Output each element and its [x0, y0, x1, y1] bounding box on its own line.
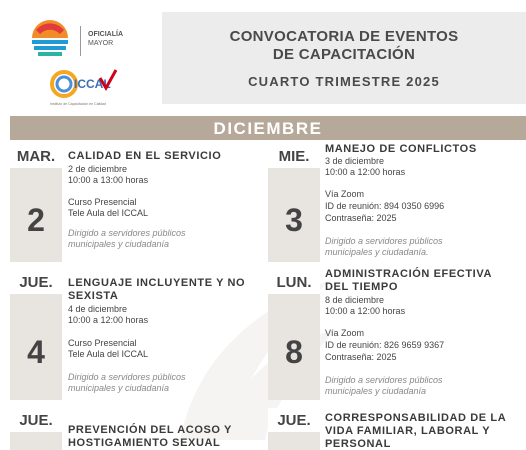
- day-name: JUE.: [19, 274, 53, 291]
- event-password: Contraseña: 2025: [325, 352, 397, 362]
- day-column: [10, 144, 62, 262]
- event-audience: municipales y ciudadanía: [68, 239, 170, 249]
- day-number: 8: [285, 334, 303, 370]
- title-box: [162, 12, 526, 104]
- org-name-label: OFICIALÍA: [88, 31, 123, 38]
- event-date: 4 de diciembre: [68, 304, 128, 314]
- event-time: 10:00 a 12:00 horas: [68, 315, 149, 325]
- event-title: PERSONAL: [325, 438, 391, 450]
- org-sub-label: MAYOR: [88, 40, 114, 47]
- day-header: [268, 144, 320, 168]
- event-title: CORRESPONSABILIDAD DE LA: [325, 412, 507, 424]
- event-audience: municipales y ciudadanía.: [325, 247, 429, 257]
- iccal-logo-icon: [50, 66, 120, 106]
- day-header: [10, 270, 62, 294]
- day-name: MIE.: [278, 148, 310, 165]
- day-header: [268, 270, 320, 294]
- day-header: [10, 144, 62, 168]
- day-name: LUN.: [276, 274, 312, 291]
- month-label: DICIEMBRE: [213, 119, 323, 138]
- event-audience: Dirigido a servidores públicos: [325, 236, 443, 246]
- day-column: [268, 408, 320, 450]
- day-name: JUE.: [277, 412, 311, 429]
- day-number: 3: [285, 202, 303, 238]
- logo-divider: [80, 26, 81, 56]
- event-date: 3 de diciembre: [325, 156, 385, 166]
- event-audience: Dirigido a servidores públicos: [325, 375, 443, 385]
- event-title: VIDA FAMILIAR, LABORAL Y: [325, 425, 491, 437]
- day-name: MAR.: [16, 148, 56, 165]
- cancun-logo-icon: [28, 18, 72, 62]
- event-date: 8 de diciembre: [325, 295, 385, 305]
- event-time: 10:00 a 12:00 horas: [325, 306, 406, 316]
- event-audience: Dirigido a servidores públicos: [68, 372, 186, 382]
- day-header: [268, 408, 320, 432]
- title-line-1: CONVOCATORIA DE EVENTOS: [229, 28, 459, 45]
- event-title: MANEJO DE CONFLICTOS: [325, 143, 477, 155]
- event-meeting-id: ID de reunión: 826 9659 9367: [325, 340, 445, 350]
- event-password: Contraseña: 2025: [325, 213, 397, 223]
- day-name: JUE.: [19, 412, 53, 429]
- day-column: [10, 270, 62, 400]
- event-audience: municipales y ciudadanía: [68, 383, 170, 393]
- org-name: [88, 30, 123, 48]
- iccal-caption: Instituto de Capacitación en Calidad: [50, 102, 107, 106]
- day-column: [268, 270, 320, 400]
- day-header: [10, 408, 62, 432]
- title-line-3: CUARTO TRIMESTRE 2025: [248, 74, 440, 89]
- event-title: HOSTIGAMIENTO SEXUAL: [68, 437, 221, 449]
- title-line-2: DE CAPACITACIÓN: [272, 46, 416, 63]
- day-column: [268, 144, 320, 262]
- event-date: 2 de diciembre: [68, 164, 128, 174]
- header: [0, 0, 526, 108]
- event-modality: Curso Presencial: [68, 197, 137, 207]
- logo-area: [28, 18, 158, 108]
- iccal-label: ICCAL: [74, 77, 111, 91]
- event-title: CALIDAD EN EL SERVICIO: [68, 150, 222, 162]
- event-time: 10:00 a 12:00 horas: [325, 167, 406, 177]
- event-modality: Curso Presencial: [68, 338, 137, 348]
- month-bar: [10, 116, 526, 140]
- day-number: 4: [27, 334, 45, 370]
- event-place: Tele Aula del ICCAL: [68, 349, 149, 359]
- event-title: SEXISTA: [68, 290, 119, 302]
- event-title: LENGUAJE INCLUYENTE Y NO: [68, 277, 246, 289]
- day-column: [10, 408, 62, 450]
- event-audience: Dirigido a servidores públicos: [68, 228, 186, 238]
- event-meeting-id: ID de reunión: 894 0350 6996: [325, 201, 445, 211]
- event-modality: Vía Zoom: [325, 328, 365, 338]
- event-title: PREVENCIÓN DEL ACOSO Y: [68, 424, 232, 436]
- event-time: 10:00 a 13:00 horas: [68, 175, 149, 185]
- event-modality: Vía Zoom: [325, 189, 365, 199]
- event-place: Tele Aula del ICCAL: [68, 208, 149, 218]
- day-number: 2: [27, 202, 45, 238]
- event-audience: municipales y ciudadanía: [325, 386, 427, 396]
- event-title: ADMINISTRACIÓN EFECTIVA: [325, 268, 492, 280]
- event-title: DEL TIEMPO: [325, 281, 399, 293]
